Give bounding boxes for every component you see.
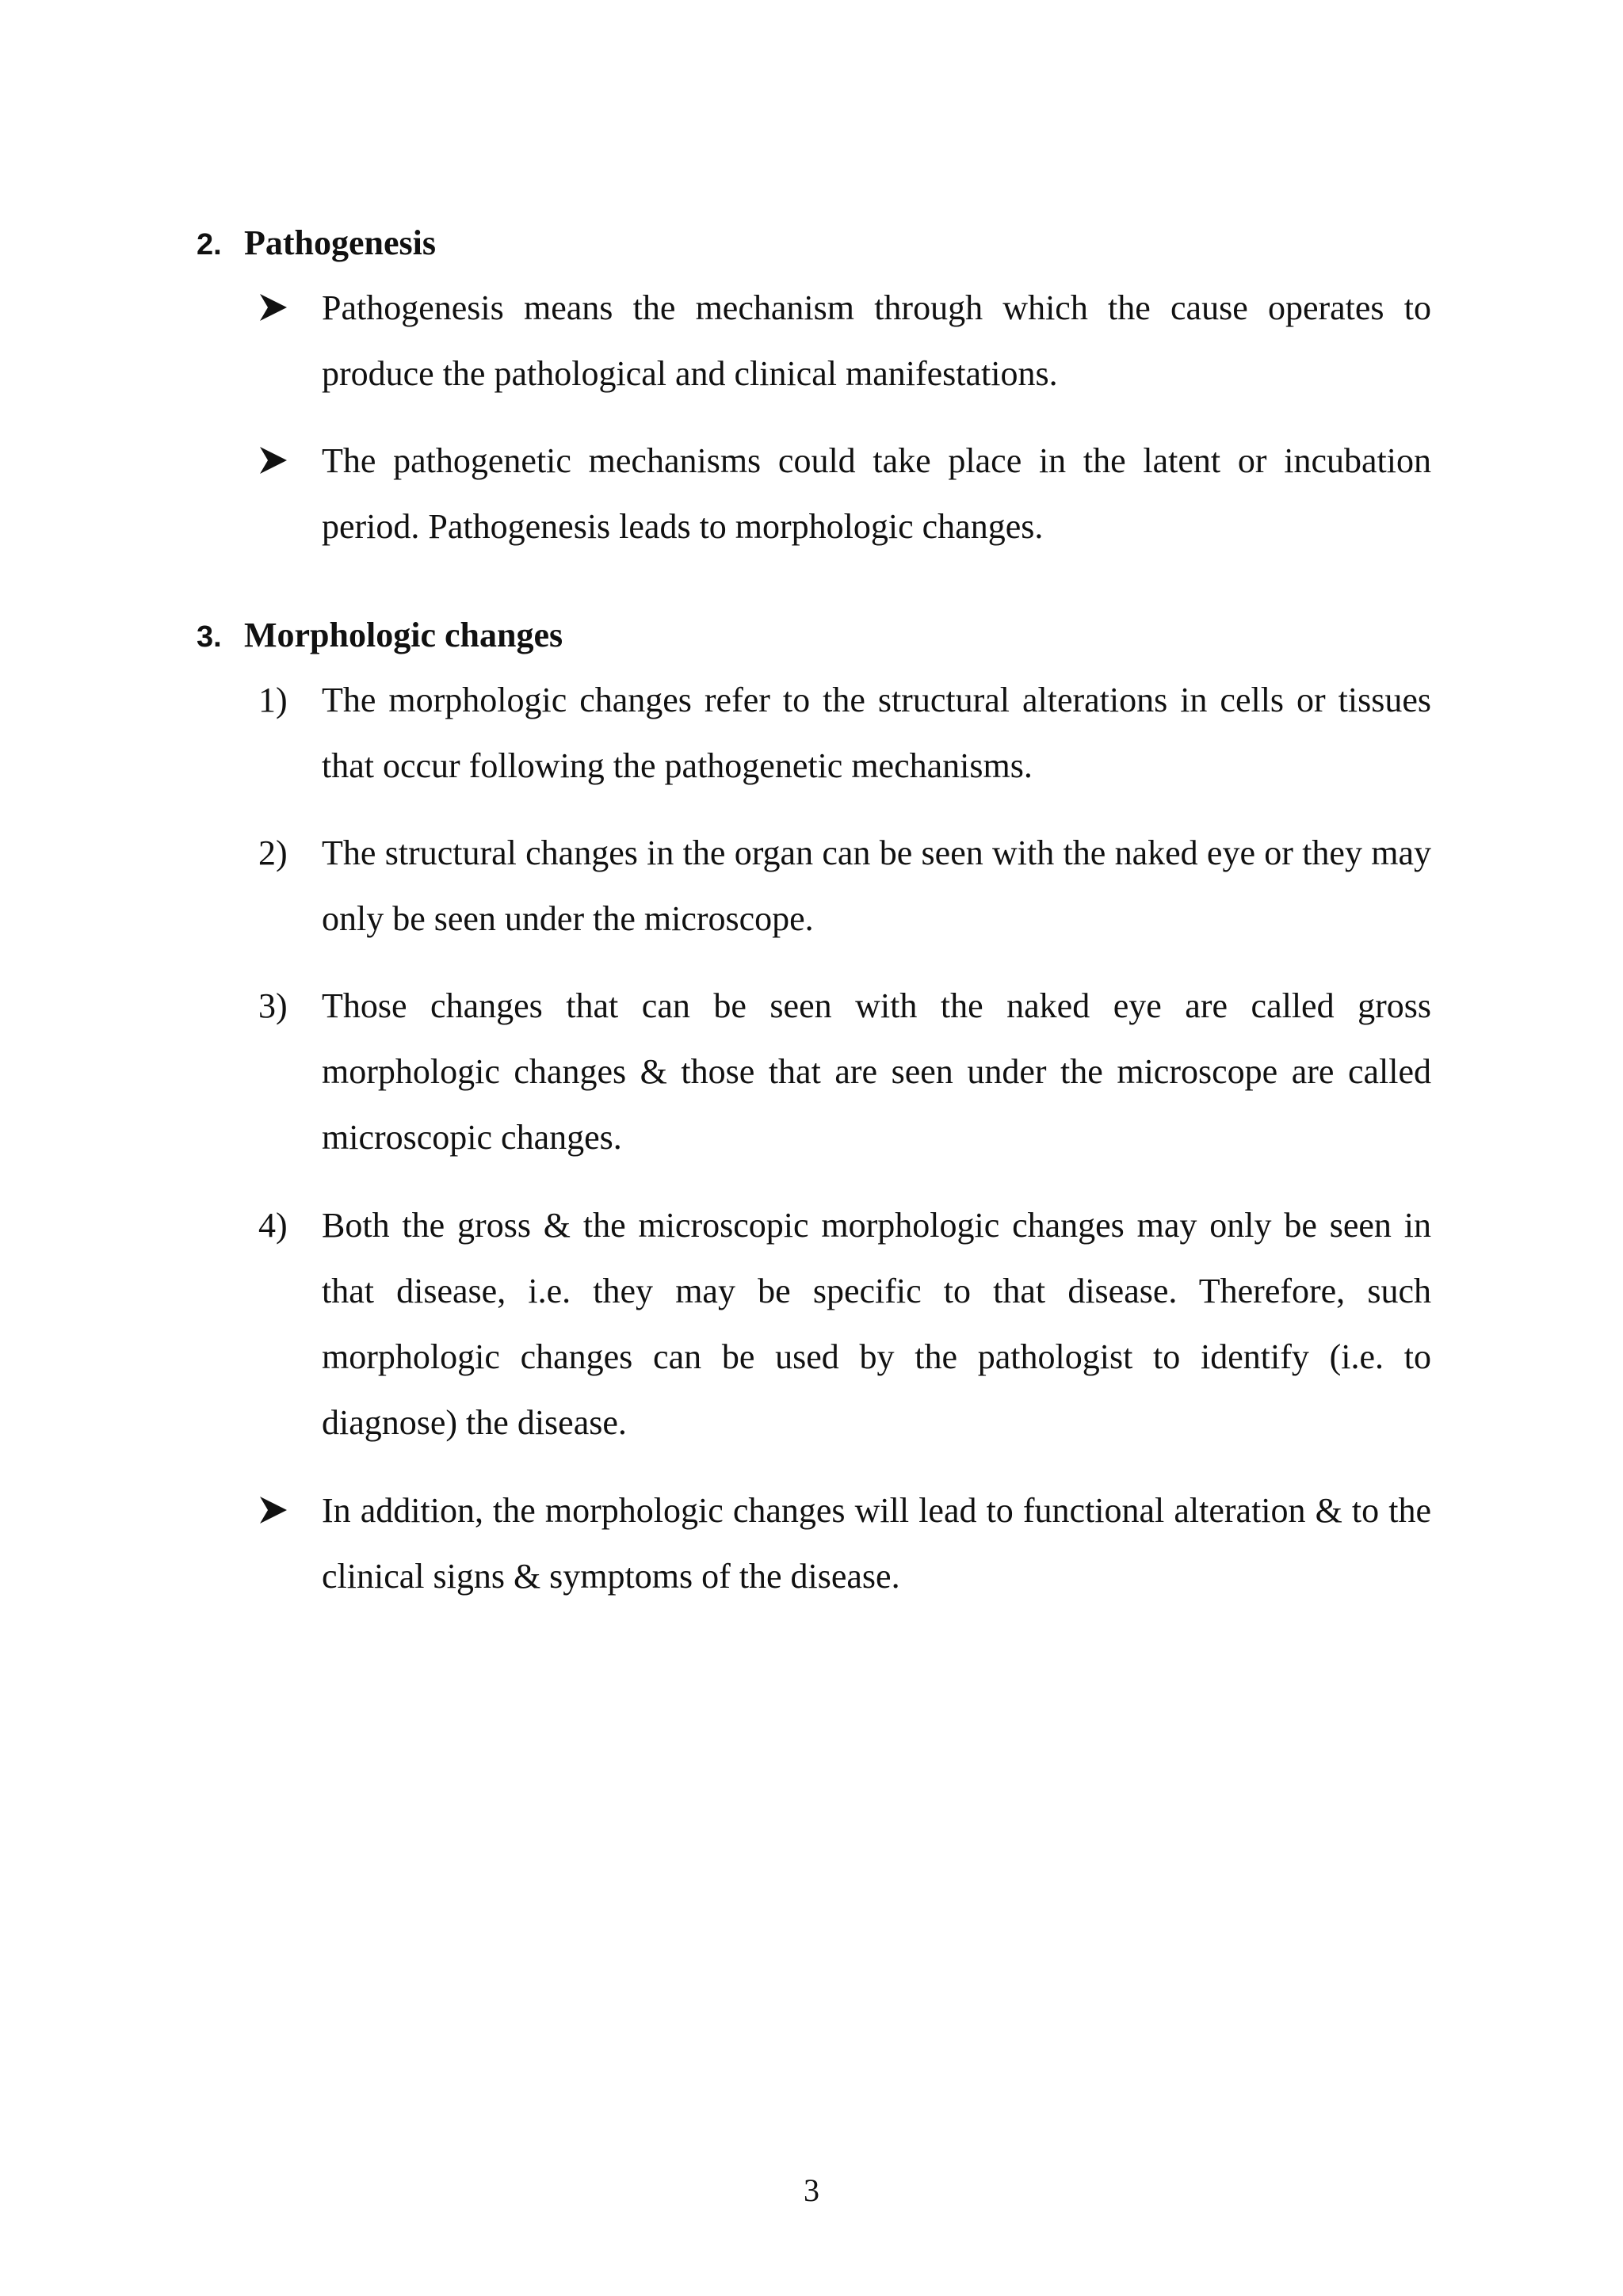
section-title: Morphologic changes	[244, 616, 563, 654]
item-text: Those changes that can be seen with the naked eye are called gross morphologic changes & those that are seen under the microscope are called microscopic changes.	[322, 986, 1431, 1157]
item-number: 1)	[258, 681, 288, 719]
numbered-item	[258, 973, 1431, 1170]
item-number: 4)	[258, 1206, 288, 1245]
bullet-text: In addition, the morphologic changes will lead to functional alteration & to the clinical signs & symptoms of the disease.	[322, 1491, 1431, 1596]
item-text: The morphologic changes refer to the structural alterations in cells or tissues that occur following the pathogenetic mechanisms.	[322, 681, 1431, 785]
section-heading-pathogenesis	[197, 222, 436, 266]
section-number: 2.	[197, 228, 222, 261]
bullet-item	[258, 428, 1431, 559]
section-number: 3.	[197, 620, 222, 654]
bullet-item	[258, 1478, 1431, 1609]
page-number: 3	[804, 2172, 819, 2208]
arrow-bullet-icon	[258, 1478, 288, 1525]
item-number: 3)	[258, 986, 288, 1025]
numbered-item	[258, 667, 1431, 799]
section-title: Pathogenesis	[244, 223, 436, 262]
item-number: 2)	[258, 833, 288, 872]
arrow-bullet-icon	[258, 275, 288, 322]
bullet-item	[258, 275, 1431, 406]
item-text: The structural changes in the organ can be seen with the naked eye or they may only be seen under the microscope.	[322, 833, 1431, 938]
arrow-bullet-icon	[258, 428, 288, 475]
bullet-text: Pathogenesis means the mechanism through which the cause operates to produce the pathological and clinical manifestations.	[322, 288, 1431, 393]
bullet-text: The pathogenetic mechanisms could take place in the latent or incubation period. Pathogenesis leads to morphologic changes.	[322, 441, 1431, 546]
item-text: Both the gross & the microscopic morphologic changes may only be seen in that disease, i.e. they may be specific to that disease. Therefore, such morphologic changes can be used by the pathologist to identify (i.e. to diagnose) the disease.	[322, 1206, 1431, 1442]
section-heading-morphologic-changes	[197, 614, 563, 658]
numbered-item	[258, 820, 1431, 952]
numbered-item	[258, 1192, 1431, 1455]
